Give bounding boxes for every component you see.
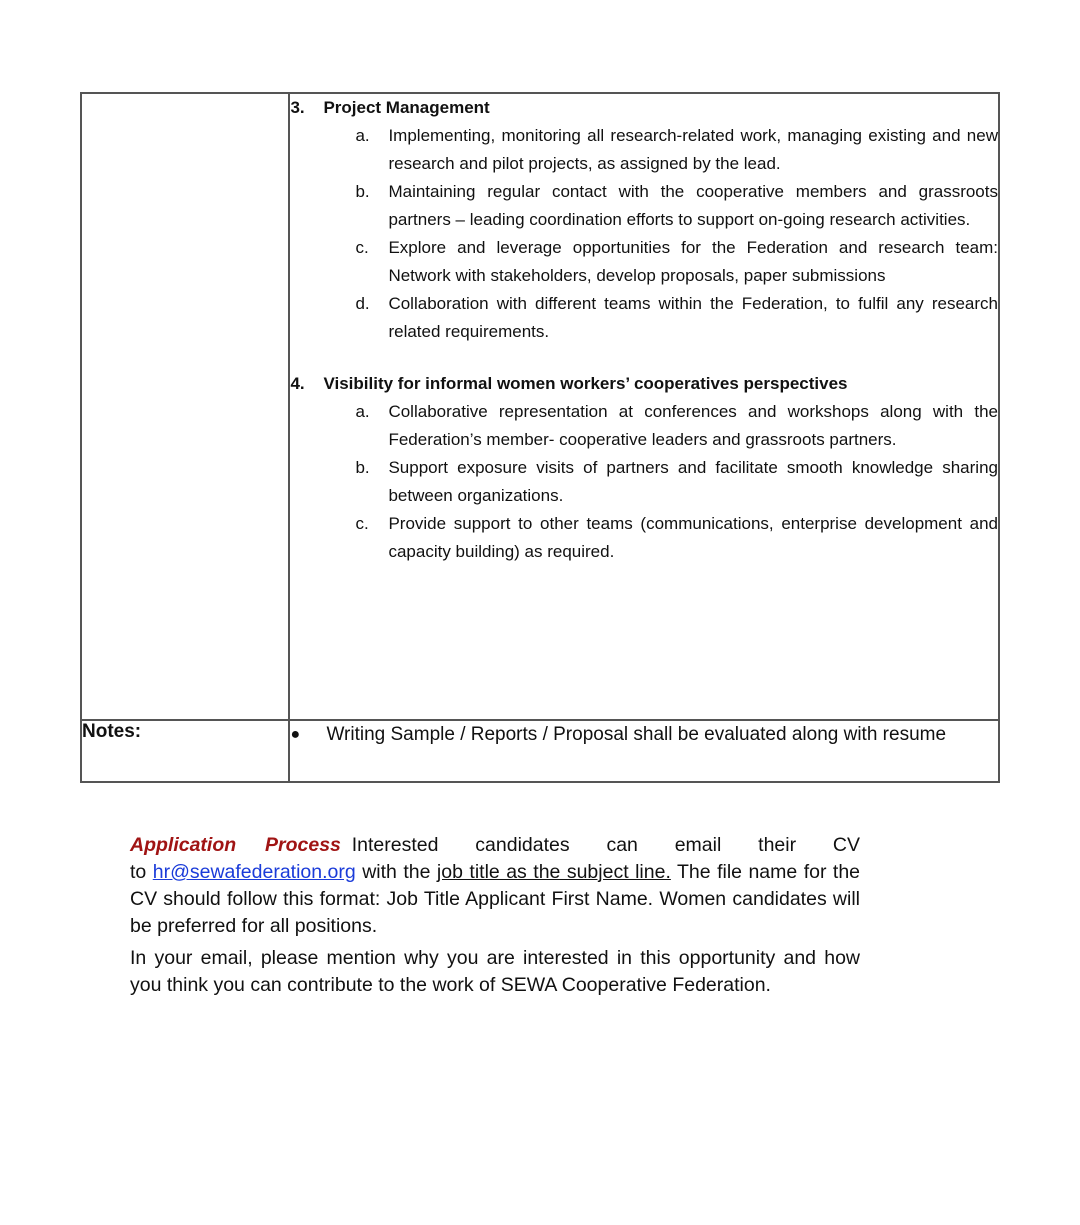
format-instructions: The file name for the CV should follow this format: Job Title Applicant First Name. Women candidates will be preferred for all positions. <box>130 861 861 937</box>
with-the-text: with the <box>362 861 431 883</box>
item-letter: b. <box>355 182 370 201</box>
job-description-table <box>80 92 1000 783</box>
bullet-icon: ● <box>290 726 301 743</box>
section-title: Project Management <box>323 98 490 117</box>
application-heading: Application Process <box>130 834 341 856</box>
list-item <box>355 234 998 290</box>
sub-item-list <box>290 398 998 566</box>
item-letter: a. <box>355 402 370 421</box>
item-text: Maintaining regular contact with the cooperative members and grassroots partners – leading coordination efforts to support on-going research activities. <box>388 182 998 229</box>
item-letter: c. <box>355 514 369 533</box>
application-process-section <box>130 832 860 999</box>
item-letter: a. <box>355 126 370 145</box>
item-text: Collaboration with different teams within the Federation, to fulfil any research related requirements. <box>388 294 998 341</box>
email-link[interactable]: hr@sewafederation.org <box>152 861 356 883</box>
item-letter: b. <box>355 458 370 477</box>
item-letter: c. <box>355 238 369 257</box>
application-paragraph <box>130 832 860 940</box>
item-text: Explore and leverage opportunities for the Federation and research team: Network with stakeholders, develop proposals, paper submissions <box>388 238 998 285</box>
item-text: Collaborative representation at conferences and workshops along with the Federation’s member- cooperative leaders and grassroots partners. <box>388 402 998 449</box>
section-project-management <box>290 94 998 346</box>
responsibilities-cell <box>289 93 999 720</box>
section-heading <box>290 94 998 122</box>
item-text: Implementing, monitoring all research-related work, managing existing and new research and pilot projects, as assigned by the lead. <box>388 126 998 173</box>
empty-label-cell <box>81 93 289 720</box>
section-heading <box>290 370 998 398</box>
item-text: Provide support to other teams (communications, enterprise development and capacity building) as required. <box>388 514 998 561</box>
responsibilities-row <box>81 93 999 720</box>
item-text: Support exposure visits of partners and facilitate smooth knowledge sharing between organizations. <box>388 458 998 505</box>
application-intro: Interested candidates can email their CV to <box>130 834 861 883</box>
list-item <box>355 178 998 234</box>
notes-cell <box>289 720 999 782</box>
notes-list-item <box>290 721 998 748</box>
list-item <box>355 454 998 510</box>
section-visibility <box>290 370 998 566</box>
list-item <box>355 398 998 454</box>
list-item <box>355 122 998 178</box>
section-number: 3. <box>290 98 305 117</box>
subject-line-text: job title as the subject line. <box>436 861 671 883</box>
section-title: Visibility for informal women workers’ cooperatives perspectives <box>323 374 848 393</box>
notes-text: Writing Sample / Reports / Proposal shall be evaluated along with resume <box>326 724 947 745</box>
notes-label: Notes: <box>81 720 289 782</box>
item-letter: d. <box>355 294 370 313</box>
list-item <box>355 510 998 566</box>
list-item <box>355 290 998 346</box>
email-instructions-paragraph: In your email, please mention why you are interested in this opportunity and how you think you can contribute to the work of SEWA Cooperative Federation. <box>130 947 860 996</box>
section-number: 4. <box>290 374 305 393</box>
sub-item-list <box>290 122 998 346</box>
notes-row <box>81 720 999 782</box>
